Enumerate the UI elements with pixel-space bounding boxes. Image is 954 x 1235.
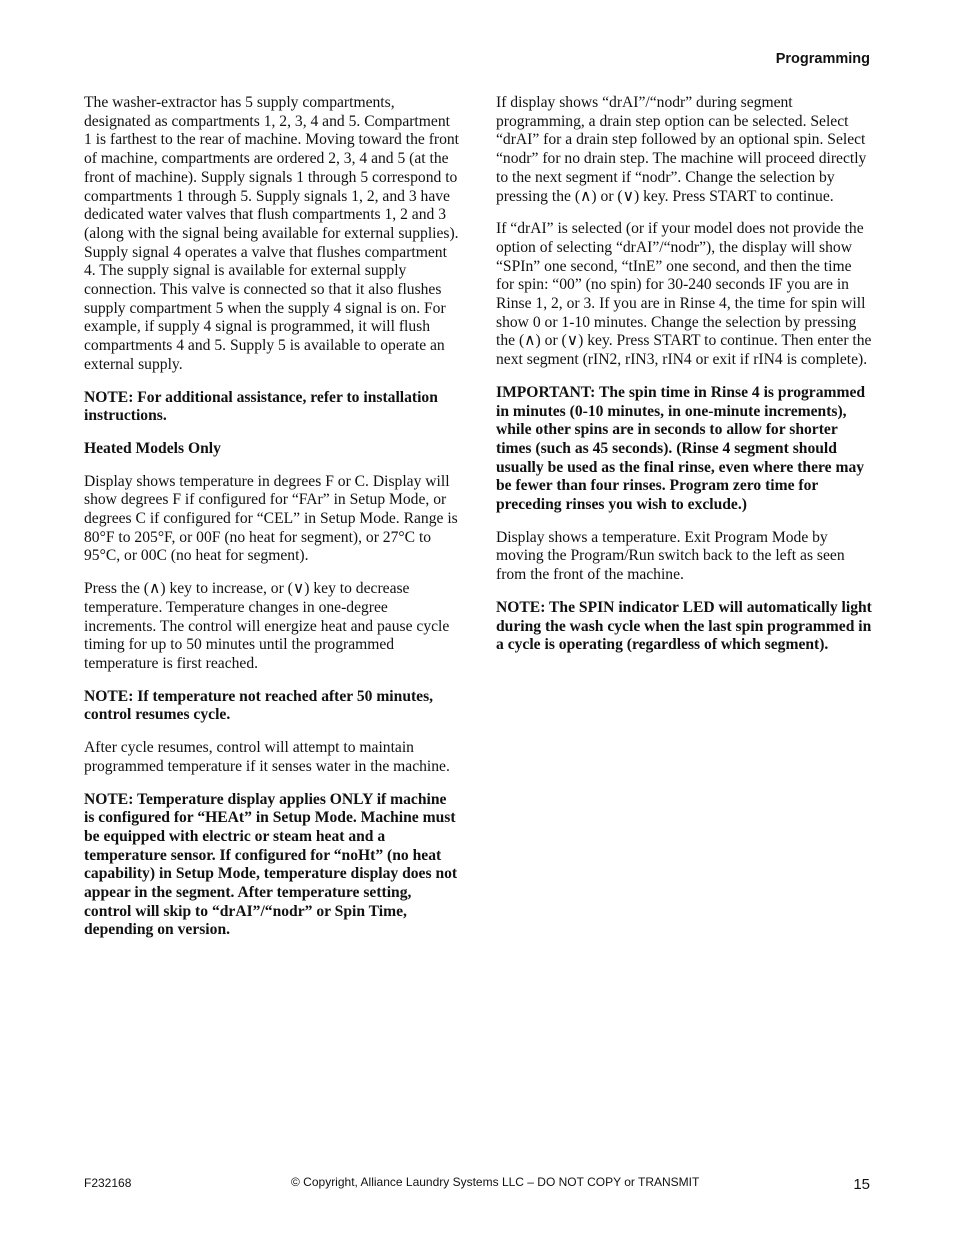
page-number: 15: [853, 1176, 870, 1193]
drain-option-paragraph: If display shows “drAI”/“nodr” during segment programming, a drain step option can be selected. Select “drAI” for a drain step followed by an optional spin. Select “nodr” for no drain step. The machine will proceed directly to the next segment if “nodr”. Change the selection by pressing the (∧) or (∨) key. Press START to continue.: [496, 94, 867, 205]
cycle-resumes-paragraph: After cycle resumes, control will attempt to maintain programmed temperature if it senses water in the machine.: [84, 739, 450, 775]
copyright-notice: © Copyright, Alliance Laundry Systems LLC – DO NOT COPY or TRANSMIT: [291, 1175, 700, 1189]
document-id: F232168: [84, 1176, 132, 1190]
important-rinse-note: IMPORTANT: The spin time in Rinse 4 is programmed in minutes (0-10 minutes, in one-minute increments), while other spins are in seconds to allow for shorter times (such as 45 seconds). (Rinse 4 segment should usually be used as the final rinse, even where there may be fewer than four rinses. Program zero time for preceding rinses you wish to exclude.): [496, 383, 866, 514]
exit-program-paragraph: Display shows a temperature. Exit Program Mode by moving the Program/Run switch back to the left as seen from the front of the machine.: [496, 528, 845, 584]
temperature-display-paragraph: Display shows temperature in degrees F or C. Display will show degrees F if configured for “FAr” in Setup Mode, or degrees C if configured for “CEL” in Setup Mode. Range is 80°F to 205°F, or 00F (no heat for segment), or 27°C to 95°C, or 00C (no heat for segment).: [84, 472, 458, 565]
right-column: [496, 94, 872, 669]
supply-compartments-paragraph: The washer-extractor has 5 supply compartments, designated as compartments 1, 2, 3, 4 and 5. Compartment 1 is farthest to the rear of machine. Moving toward the front of machine, compartments are ordered 2, 3, 4 and 5 (at the front of machine). Supply signals 1 through 5 correspond to compartments 1 through 5. Supply signals 1, 2, and 3 have dedicated water valves that flush compartments 1, 2 and 3 (along with the signal being available for external supplies). Supply signal 4 operates a valve that flushes compartment 4. The supply signal is available for external supply connection. This valve is connected so that it also flushes supply compartment 5 when the supply 4 signal is on. For example, if supply 4 signal is programmed, it will flush compartments 4 and 5. Supply 5 is available to operate an external supply.: [84, 94, 460, 373]
temperature-display-note: NOTE: Temperature display applies ONLY if machine is configured for “HEAt” in Setup Mode. Machine must be equipped with electric or steam heat and a temperature sensor. If configured for “noHt” (no heat capability) in Setup Mode, temperature display does not appear in the segment. After temperature setting, control will skip to “drAI”/“nodr” or Spin Time, depending on version.: [84, 790, 458, 939]
installation-note: NOTE: For additional assistance, refer to installation instructions.: [84, 388, 438, 425]
temperature-keys-paragraph: Press the (∧) key to increase, or (∨) key to decrease temperature. Temperature changes in one-degree increments. The control will energize heat and pause cycle timing for up to 50 minutes until the programmed temperature is first reached.: [84, 580, 450, 672]
heated-models-heading: Heated Models Only: [84, 439, 221, 457]
section-header: Programming: [775, 51, 870, 67]
spin-led-note: NOTE: The SPIN indicator LED will automatically light during the wash cycle when the last spin programmed in a cycle is operating (regardless of which segment).: [496, 598, 872, 654]
left-column: [84, 94, 459, 954]
temperature-timeout-note: NOTE: If temperature not reached after 50 minutes, control resumes cycle.: [84, 687, 434, 724]
spin-time-paragraph: If “drAI” is selected (or if your model does not provide the option of selecting “drAI”/“nodr”), the display will show “SPIn” one second, “tInE” one second, and then the time for spin: “00” (no spin) for 30-240 seconds IF you are in Rinse 1, 2, or 3. If you are in Rinse 4, the time for spin will show 0 or 1-10 minutes. Change the selection by pressing the (∧) or (∨) key. Press START to continue. Then enter the next segment (rIN2, rIN3, rIN4 or exit if rIN4 is complete).: [496, 220, 872, 369]
